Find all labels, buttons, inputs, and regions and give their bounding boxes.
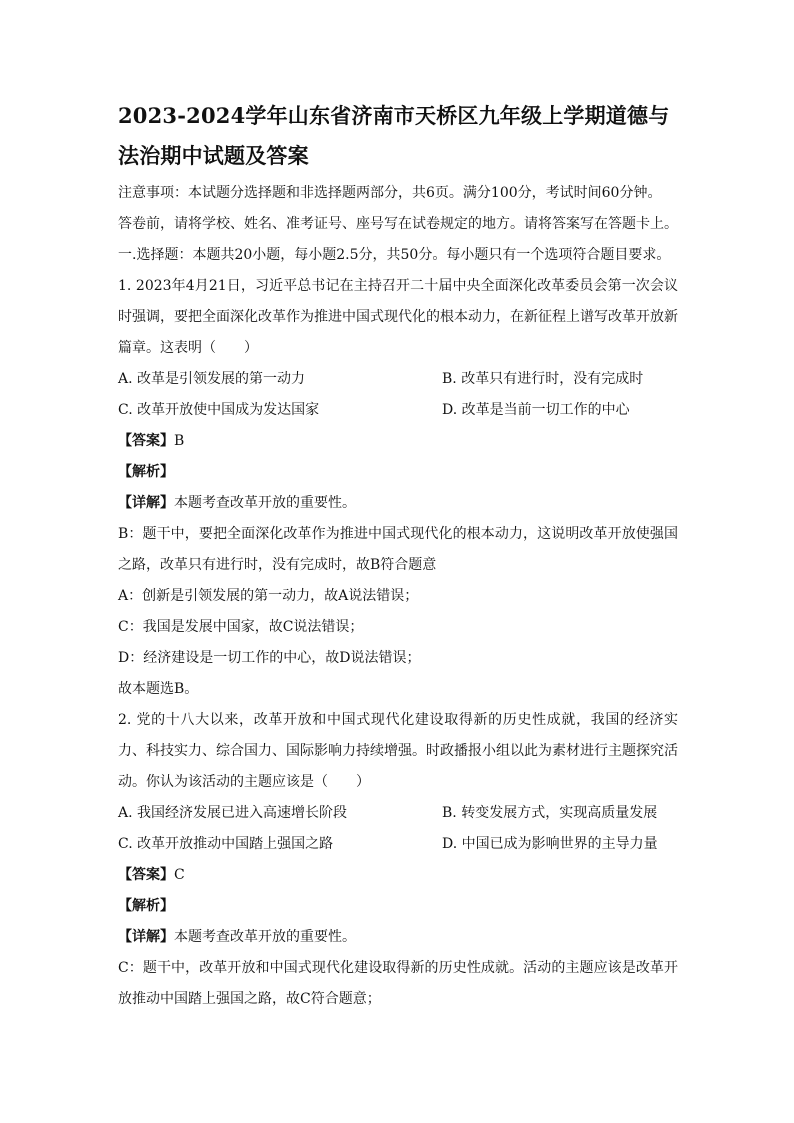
detail-text: 本题考查改革开放的重要性。 [174, 495, 356, 511]
question-2-options [118, 798, 678, 860]
question-1-stem: 1. 2023年4月21日，习近平总书记在主持召开二十届中央全面深化改革委员会第一次会议时强调，要把全面深化改革作为推进中国式现代化的根本动力，在新征程上谱写改革开放新篇章。这表明（ ） [118, 278, 678, 356]
detail-text: 本题考查改革开放的重要性。 [174, 929, 356, 945]
question-1-options [118, 364, 678, 426]
question-2-explanation-c: C：题干中，改革开放和中国式现代化建设取得新的历史性成就。活动的主题应该是改革开放推动中国踏上强国之路，故C符合题意； [118, 960, 678, 1007]
question-2-detail [118, 922, 678, 953]
answer-label: 【答案】 [118, 867, 174, 883]
question-2-option-b: B. 转变发展方式，实现高质量发展 [442, 805, 658, 821]
question-1-analysis-label: 【解析】 [118, 464, 174, 480]
notice-line-1: 注意事项：本试题分选择题和非选择题两部分，共6页。满分100分，考试时间60分钟。 [118, 185, 662, 201]
answer-label: 【答案】 [118, 433, 174, 449]
detail-label: 【详解】 [118, 929, 174, 945]
question-1-conclusion: 故本题选B。 [118, 681, 199, 697]
question-1-explanation-c: C：我国是发展中国家，故C说法错误； [118, 619, 364, 635]
question-1-explanation-d: D：经济建设是一切工作的中心，故D说法错误； [118, 650, 421, 666]
question-1-option-b: B. 改革只有进行时，没有完成时 [442, 371, 644, 387]
question-2-option-d: D. 中国已成为影响世界的主导力量 [442, 836, 658, 852]
detail-label: 【详解】 [118, 495, 174, 511]
question-1-option-c: C. 改革开放使中国成为发达国家 [118, 402, 320, 418]
question-2-option-a: A. 我国经济发展已进入高速增长阶段 [118, 805, 348, 821]
question-1-answer [118, 426, 678, 457]
question-2-answer [118, 860, 678, 891]
notice-line-2: 答卷前，请将学校、姓名、准考证号、座号写在试卷规定的地方。请将答案写在答题卡上。 [118, 216, 678, 232]
answer-value: B [174, 433, 185, 449]
question-2-analysis-label: 【解析】 [118, 898, 174, 914]
question-1-option-d: D. 改革是当前一切工作的中心 [442, 402, 630, 418]
question-1-option-a: A. 改革是引领发展的第一动力 [118, 371, 306, 387]
document-title: 2023-2024学年山东省济南市天桥区九年级上学期道德与法治期中试题及答案 [118, 103, 670, 168]
question-1-explanation-b: B：题干中，要把全面深化改革作为推进中国式现代化的根本动力，这说明改革开放使强国之路，改革只有进行时，没有完成时，故B符合题意 [118, 526, 678, 573]
question-1-explanation-a: A：创新是引领发展的第一动力，故A说法错误； [118, 588, 419, 604]
question-1-detail [118, 488, 678, 519]
answer-value: C [174, 867, 185, 883]
question-2-option-c: C. 改革开放推动中国踏上强国之路 [118, 836, 334, 852]
section-heading: 一.选择题：本题共20小题，每小题2.5分，共50分。每小题只有一个选项符合题目要求。 [118, 247, 671, 263]
question-2-stem: 2. 党的十八大以来，改革开放和中国式现代化建设取得新的历史性成就，我国的经济实力、科技实力、综合国力、国际影响力持续增强。时政播报小组以此为素材进行主题探究活动。你认为该活动的主题应该是（ ） [118, 712, 678, 790]
